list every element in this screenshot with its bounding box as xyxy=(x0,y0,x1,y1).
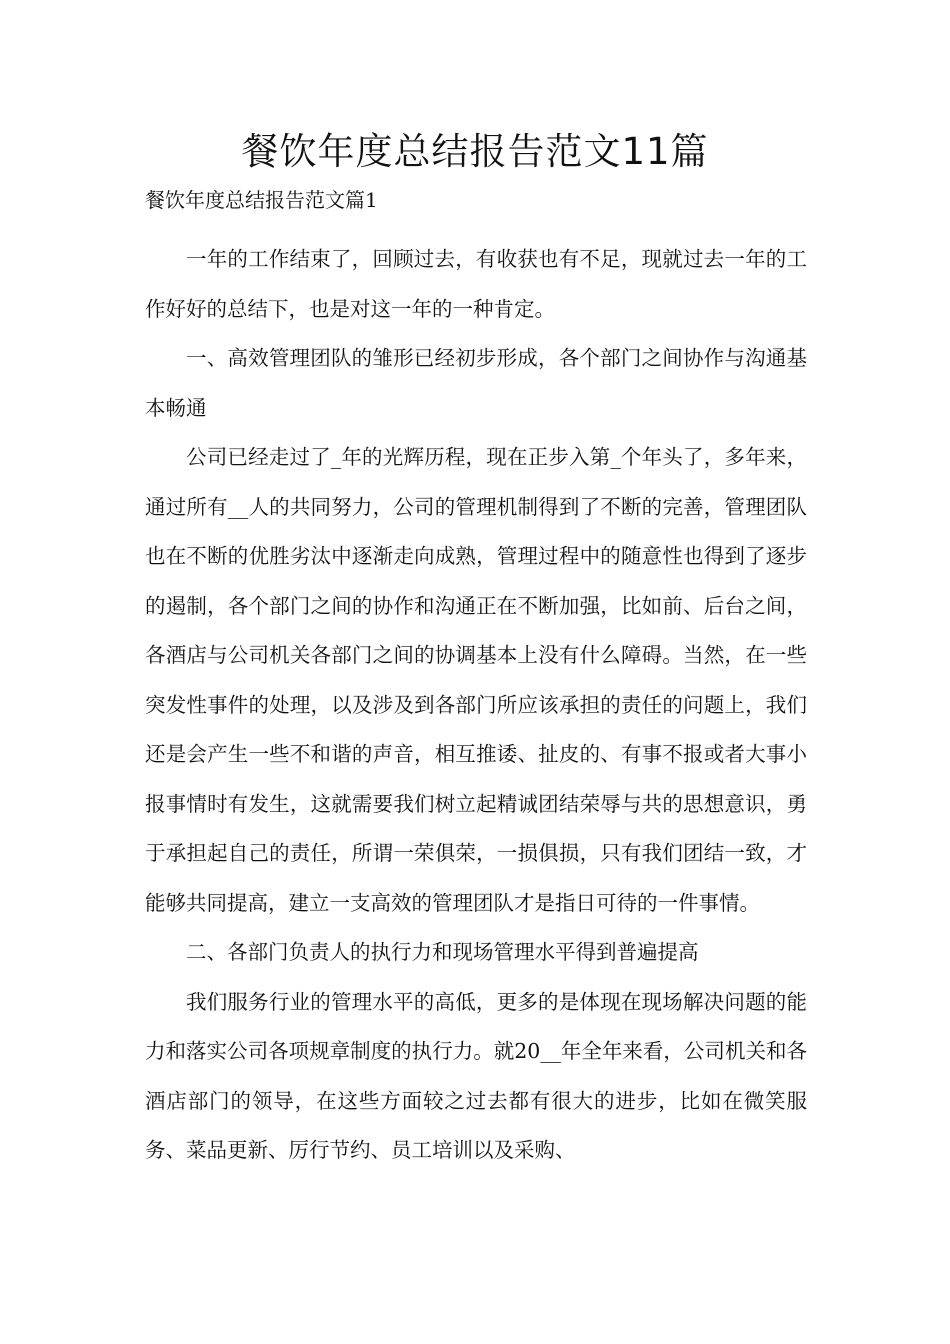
paragraph-heading-two: 二、各部门负责人的执行力和现场管理水平得到普遍提高 xyxy=(186,940,699,964)
paragraph-heading-one: 一、高效管理团队的雏形已经初步形成，各个部门之间协作与沟通基本畅通 xyxy=(145,346,807,420)
paragraph-intro: 一年的工作结束了，回顾过去，有收获也有不足，现就过去一年的工作好好的总结下，也是对这一年的一种肯定。 xyxy=(145,247,807,321)
paragraph-execution: 我们服务行业的管理水平的高低，更多的是体现在现场解决问题的能力和落实公司各项规章制度的执行力。就20__年全年来看，公司机关和各酒店部门的领导，在这些方面较之过去都有很大的进步，比如在微笑服务、菜品更新、厉行节约、员工培训以及采购、 xyxy=(145,989,807,1162)
paragraph-team-management: 公司已经走过了_年的光辉历程，现在正步入第_个年头了，多年来，通过所有__人的共同努力，公司的管理机制得到了不断的完善，管理团队也在不断的优胜劣汰中逐渐走向成熟，管理过程中的随意性也得到了逐步的遏制，各个部门之间的协作和沟通正在不断加强，比如前、后台之间，各酒店与公司机关各部门之间的协调基本上没有什么障碍。当然，在一些突发性事件的处理，以及涉及到各部门所应该承担的责任的问题上，我们还是会产生一些不和谐的声音，相互推诿、扯皮的、有事不报或者大事小报事情时有发生，这就需要我们树立起精诚团结荣辱与共的思想意识，勇于承担起自己的责任，所谓一荣俱荣，一损俱损，只有我们团结一致，才能够共同提高，建立一支高效的管理团队才是指日可待的一件事情。 xyxy=(145,445,807,915)
section-heading: 餐饮年度总结报告范文篇1 xyxy=(145,188,378,212)
document-body xyxy=(145,235,807,1176)
document-title: 餐饮年度总结报告范文11篇 xyxy=(241,130,709,173)
